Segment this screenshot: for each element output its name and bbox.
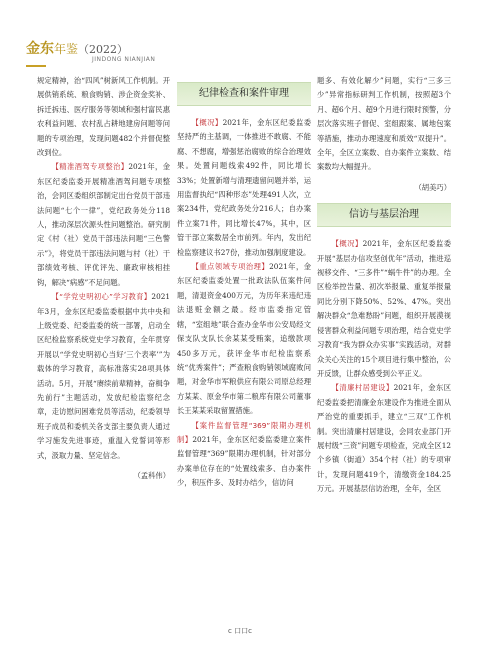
author-credit: （孟科伟） [133, 470, 170, 480]
header-rule [26, 65, 46, 67]
section-369-mechanism [177, 419, 311, 491]
section-clean-village [317, 381, 451, 496]
section-banner-discipline: 纪律检查和案件审理 [177, 82, 311, 106]
section-body: 2021年，金东区纪委监委建立案件监督管理“369”限期办理机制，针对部分办案单位存在的“处置线索多、自办案件少，积压件多、及时办结少，信访问 [177, 434, 311, 488]
section-heading: 【概况】 [191, 118, 223, 127]
section-heading: 【精准酒驾专项整治】 [51, 162, 129, 172]
section-body: 2021年3月，金东区纪委监委根据中共中央和上级党委、纪委监委的统一部署，启动全区纪检监察系统党史学习教育，全年贯穿开展以“学党史明初心当好‘三个表率’”为载体的学习教育，高标准落实28项具体活动。5月，开展“赓续前辈精神，奋楫争先前行”主题活动，发放纪检监察纪念章，走访慰问困难党员等活动，纪委领导班子成员和委机关各支部主要负责人通过学习施发先进事迹，重温入党誓词等形式，汲取力量、坚定信念。 [37, 292, 170, 460]
continued-paragraph: 题多、有效化解少”问题，实行“三多三少”异常指标研判工作机制，按照超3个月、超6个月、超9个月进行限时预警，分层次落实班子督促、室组跟案、属地包案等措施，推动办理速度和质效“双提升”。全年，全区立案数、自办案件立案数、结案数均大幅提升。 [317, 76, 451, 172]
column-3 [317, 74, 451, 497]
section-heading: 【“学党史明初心”学习教育】 [51, 292, 152, 302]
column-2 [177, 74, 311, 491]
book-name: 年鉴 [54, 42, 79, 56]
section-body: 2021年，金东区纪委监委开展精准酒驾问题专项整治，会同区委组织部制定出台党员干部违法问题“七个一律”，党纪政务处分118人，推动深层次源头性问题整治。研究制定《村（社）党员干部违法问题“三色警示”》，将党员干部违法问题与村（社）干部绩效考核、评优评先、廉政审核相挂钩，解决“病感”不足问题。 [37, 162, 170, 287]
section-banner-petition: 信访与基层治理 [317, 203, 451, 227]
section-body: 2021年，金东区纪委监委处置一批政法队伍案件问题，清退资金400万元，为历年来违纪违法退赃金额之最。经市监委指定管辖，“室组地”联合查办金华市公安局经文保支队支队长余某某受贿案，追缴款项450多万元，获评金华市纪检监察系统“优秀案件”；严查粮食购销领域腐败问题，对金华市军粮供应有限公司原总经理方某某、原金华市第二粮库有限公司董事长王某某采取留置措施。 [177, 262, 311, 416]
brand-name: 金东 [26, 41, 54, 57]
section-body: 2021年，金东区纪委监委把清廉金东建设作为推进全面从严治党的重要抓手，建立“三双”工作机制。突出清廉村居建设，会同农业部门开展村级“三资”问题专项检查，完成全区12个乡镇（街道）354个村（社）的专项审计，发现问题419个，清缴资金184.25万元。开展基层信访治理，全年，全区 [317, 383, 452, 494]
page-header [0, 0, 480, 68]
yearbook-title [26, 38, 128, 58]
section-drink-driving [37, 160, 170, 290]
section-heading: 【重点领域专项治理】 [191, 262, 270, 272]
column-1 [37, 74, 170, 483]
author-credit: （胡美巧） [414, 182, 451, 192]
section-heading: 【概况】 [331, 239, 363, 249]
section-heading: 【清廉村居建设】 [331, 383, 394, 393]
section-party-history [37, 290, 170, 463]
year-label: （2022） [78, 43, 129, 56]
page-footer: c 口口c [228, 627, 252, 635]
section-body: 2021年，金东区纪委监委开展“基层办信攻坚创优年”活动，推进巡视移交件、“三多件”“蜗牛件”的办理。全区检举控告量、初次举报量、重复举报量同比分别下降50%、52%、47%。突出解决群众“急难愁盼”问题，组织开展漠视侵害群众利益问题专项治理，结合党史学习教育“我为群众办实事”实践活动，对群众关心关注的15个项目进行集中整治，公开反馈，让群众感受到公平正义。 [317, 239, 451, 378]
section-overview [177, 116, 311, 260]
yearbook-pinyin: JINDONG NIANJIAN [92, 56, 156, 63]
section-key-areas [177, 260, 311, 418]
section-body: 2021年，金东区纪委监委坚持严的主基调，一体推进不敢腐、不能腐、不想腐，增强惩治腐败的综合治理效果。处置问题线索492件，同比增长33%；处置新增与清理遗留问题并举，运用监督执纪“四种形态”处理491人次，立案234件，党纪政务处分216人；自办案件立案71件，同比增长47%，其中，区管干部立案数居全市前列。年内，发出纪检监察建议书27份，推动加强制度建设。 [177, 118, 311, 257]
intro-paragraph: 规定精神，治“四风”树新风工作机制。开展供销系统、粮食购销、涉企资金奖补、拆迁拆违、医疗服务等领域和强村富民惠农利益问题、农村乱占耕地建房问题等问题的专项治理，发现问题482个并督促整改到位。 [37, 76, 170, 158]
section-heading: 【案件监督管理“369”限期办理机制】 [177, 420, 311, 444]
section-overview [317, 237, 451, 381]
